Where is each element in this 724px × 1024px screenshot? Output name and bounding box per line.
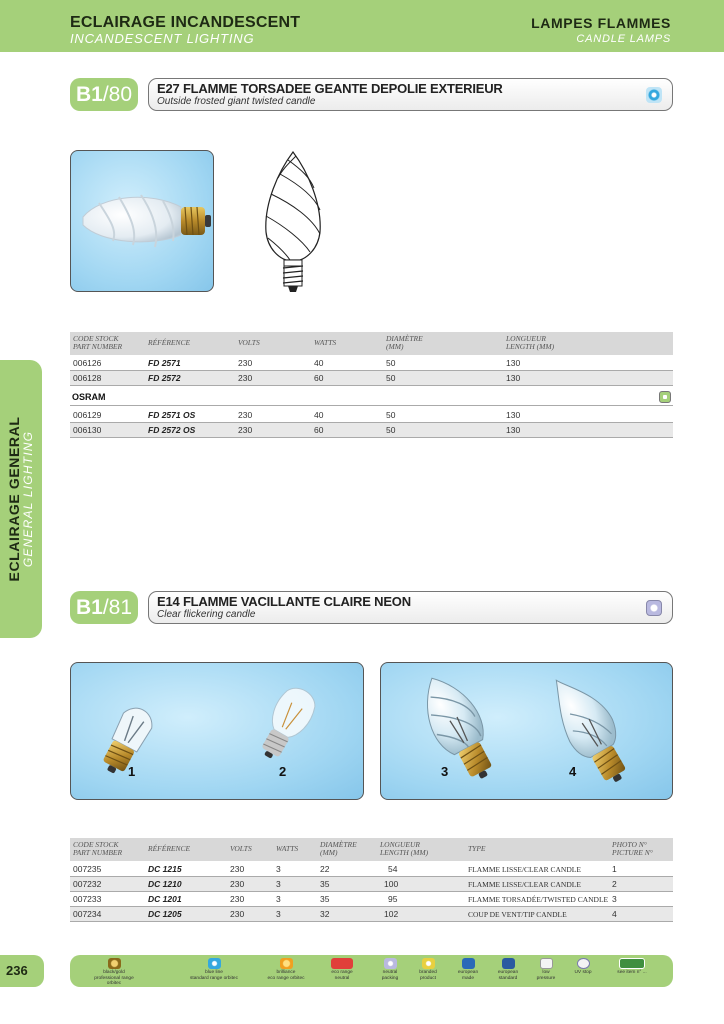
page-number-tab xyxy=(0,955,44,987)
brilliance-icon xyxy=(280,958,293,969)
table-row xyxy=(70,862,673,877)
see-item-icon xyxy=(619,958,645,969)
cell-reference: FD 2571 xyxy=(148,358,181,368)
cell-watts: 40 xyxy=(314,358,324,368)
section2-code xyxy=(70,591,138,624)
cell-length: 130 xyxy=(506,410,521,420)
cell-volts: 230 xyxy=(238,358,253,368)
legend-label: branded product xyxy=(419,970,437,981)
cell-volts: 230 xyxy=(230,864,245,874)
cell-diameter: 50 xyxy=(386,373,396,383)
cell-reference: FD 2571 OS xyxy=(148,410,196,420)
cell-length: 130 xyxy=(506,373,521,383)
legend-label: brilliance eco range orbitec xyxy=(267,970,305,981)
twisted-and-tip-candle-bulbs-icon xyxy=(381,663,673,800)
european-standard-icon xyxy=(502,958,515,969)
cell-watts: 3 xyxy=(276,909,281,919)
cell-photo: 4 xyxy=(612,909,617,919)
cell-diameter: 50 xyxy=(386,358,396,368)
header-length: LONGUEUR LENGTH (MM) xyxy=(380,840,429,857)
cell-code: 007232 xyxy=(73,879,102,889)
header-diameter: DIAMÈTRE (MM) xyxy=(386,334,423,351)
cell-photo: 3 xyxy=(612,894,617,904)
cell-code: 007235 xyxy=(73,864,102,874)
cell-watts: 3 xyxy=(276,864,281,874)
table-row xyxy=(70,892,673,907)
cell-code: 007234 xyxy=(73,909,102,919)
cell-reference: DC 1210 xyxy=(148,879,182,889)
cell-photo: 2 xyxy=(612,879,617,889)
side-tab-title: ECLAIRAGE GENERAL xyxy=(6,416,22,582)
cell-watts: 40 xyxy=(314,410,324,420)
cell-diameter: 35 xyxy=(320,879,330,889)
branded-product-icon xyxy=(422,958,435,969)
product-photo-twisted-tip-candles xyxy=(380,662,673,800)
product-photo-clear-candles xyxy=(70,662,364,800)
photo-label-3: 3 xyxy=(441,764,449,779)
twisted-candle-line-drawing xyxy=(258,148,328,296)
cell-length: 54 xyxy=(388,864,398,874)
cell-watts: 60 xyxy=(314,373,324,383)
cell-reference: DC 1205 xyxy=(148,909,182,919)
legend-label: black/gold professional range orbitec xyxy=(94,970,134,986)
side-tab[interactable] xyxy=(0,360,42,638)
cell-type: FLAMME LISSE/CLEAR CANDLE xyxy=(468,865,581,874)
section1-title: E27 FLAMME TORSADEE GEANTE DEPOLIE EXTERIEUR xyxy=(157,81,503,96)
side-tab-subtitle: GENERAL LIGHTING xyxy=(21,430,35,568)
cell-volts: 230 xyxy=(238,373,253,383)
section2-table xyxy=(70,838,673,924)
legend-label: european made xyxy=(457,970,479,981)
low-pressure-icon xyxy=(540,958,553,969)
neutral-packing-icon xyxy=(384,958,397,969)
blue-line-icon xyxy=(646,87,662,103)
neutral-packing-icon xyxy=(646,600,662,616)
cell-photo: 1 xyxy=(612,864,617,874)
page-header xyxy=(0,0,724,52)
cell-reference: FD 2572 OS xyxy=(148,425,196,435)
legend-item xyxy=(88,958,140,987)
cell-length: 95 xyxy=(388,894,398,904)
header-length: LONGUEUR LENGTH (MM) xyxy=(506,334,555,351)
legend-label: neutral packing xyxy=(381,970,399,981)
cell-reference: DC 1215 xyxy=(148,864,182,874)
header-volts: VOLTS xyxy=(238,338,260,347)
cell-code: 006128 xyxy=(73,373,102,383)
cell-code: 007233 xyxy=(73,894,102,904)
cell-diameter: 32 xyxy=(320,909,330,919)
photo-label-4: 4 xyxy=(569,764,577,779)
table-header xyxy=(70,332,673,355)
section2-title: E14 FLAMME VACILLANTE CLAIRE NEON xyxy=(157,594,411,609)
cell-watts: 3 xyxy=(276,894,281,904)
cell-diameter: 35 xyxy=(320,894,330,904)
header-volts: VOLTS xyxy=(230,844,252,853)
header-category-subtitle: CANDLE LAMPS xyxy=(576,33,671,45)
clear-candle-bulbs-icon xyxy=(71,663,364,800)
header-watts: WATTS xyxy=(314,338,337,347)
legend-label: UV stop xyxy=(574,970,592,975)
cell-watts: 3 xyxy=(276,879,281,889)
legend-item xyxy=(260,958,312,981)
cell-volts: 230 xyxy=(238,425,253,435)
cell-diameter: 22 xyxy=(320,864,330,874)
legend-label: low pressure xyxy=(536,970,556,981)
section2-code-prefix: B1 xyxy=(75,596,103,619)
european-made-icon xyxy=(462,958,475,969)
branded-product-icon xyxy=(659,391,671,403)
brand-name: OSRAM xyxy=(72,392,106,402)
header-photo: PHOTO N° PICTURE N° xyxy=(612,840,653,857)
table-row xyxy=(70,423,673,438)
header-code: CODE STOCK PART NUMBER xyxy=(73,334,123,351)
section2-title-bar xyxy=(148,591,673,624)
section1-code-suffix: /80 xyxy=(102,83,133,106)
header-code: CODE STOCK PART NUMBER xyxy=(73,840,123,857)
cell-diameter: 50 xyxy=(386,410,396,420)
section1-code-prefix: B1 xyxy=(75,83,103,106)
table-row xyxy=(70,907,673,922)
section1-title-bar xyxy=(148,78,673,111)
legend-label: european standard xyxy=(497,970,519,981)
header-reference: RÉFÉRENCE xyxy=(148,338,191,347)
header-subtitle: INCANDESCENT LIGHTING xyxy=(70,31,255,46)
section2-subtitle: Clear flickering candle xyxy=(157,609,256,620)
cell-reference: FD 2572 xyxy=(148,373,181,383)
cell-length: 100 xyxy=(384,879,399,889)
cell-type: FLAMME LISSE/CLEAR CANDLE xyxy=(468,880,581,889)
legend-item xyxy=(188,958,240,981)
header-watts: WATTS xyxy=(276,844,299,853)
cell-code: 006126 xyxy=(73,358,102,368)
cell-length: 130 xyxy=(506,358,521,368)
legend-label: blue line standard range orbitec xyxy=(190,970,238,981)
cell-diameter: 50 xyxy=(386,425,396,435)
cell-type: COUP DE VENT/TIP CANDLE xyxy=(468,910,567,919)
table-header xyxy=(70,838,673,861)
table-row xyxy=(70,877,673,892)
photo-label-2: 2 xyxy=(279,764,287,779)
cell-reference: DC 1201 xyxy=(148,894,182,904)
legend-item xyxy=(606,958,658,976)
section2-code-suffix: /81 xyxy=(102,596,133,619)
cell-volts: 230 xyxy=(230,879,245,889)
header-reference: RÉFÉRENCE xyxy=(148,844,191,853)
section1-subtitle: Outside frosted giant twisted candle xyxy=(157,96,316,107)
header-category: LAMPES FLAMMES xyxy=(531,15,671,31)
legend-label: see item n° ... xyxy=(617,970,647,975)
page-number: 236 xyxy=(6,963,28,978)
eco-range-icon xyxy=(331,958,353,969)
brand-row-osram xyxy=(70,389,673,406)
blue-line-icon xyxy=(208,958,221,969)
header-diameter: DIAMÈTRE (MM) xyxy=(320,840,357,857)
table-row xyxy=(70,356,673,371)
cell-watts: 60 xyxy=(314,425,324,435)
uv-stop-icon xyxy=(577,958,590,969)
cell-volts: 230 xyxy=(230,894,245,904)
photo-label-1: 1 xyxy=(128,764,136,779)
legend-label: eco range neutral xyxy=(331,970,353,981)
gold-range-icon xyxy=(108,958,121,969)
legend-item xyxy=(316,958,368,981)
header-title: ECLAIRAGE INCANDESCENT xyxy=(70,14,301,31)
legend-item xyxy=(557,958,609,976)
cell-length: 130 xyxy=(506,425,521,435)
section1-table xyxy=(70,332,673,440)
table-row xyxy=(70,408,673,423)
footer-legend xyxy=(70,955,673,987)
cell-length: 102 xyxy=(384,909,399,919)
side-tab-text xyxy=(7,417,35,582)
section1-code xyxy=(70,78,138,111)
cell-volts: 230 xyxy=(230,909,245,919)
cell-type: FLAMME TORSADÉE/TWISTED CANDLE xyxy=(468,895,609,904)
header-right xyxy=(531,14,671,46)
product-photo-frosted-candle xyxy=(70,150,214,292)
table-row xyxy=(70,371,673,386)
header-left xyxy=(70,14,300,46)
header-type: TYPE xyxy=(468,844,486,853)
cell-volts: 230 xyxy=(238,410,253,420)
cell-code: 006130 xyxy=(73,425,102,435)
frosted-twisted-candle-icon xyxy=(71,151,214,292)
cell-code: 006129 xyxy=(73,410,102,420)
